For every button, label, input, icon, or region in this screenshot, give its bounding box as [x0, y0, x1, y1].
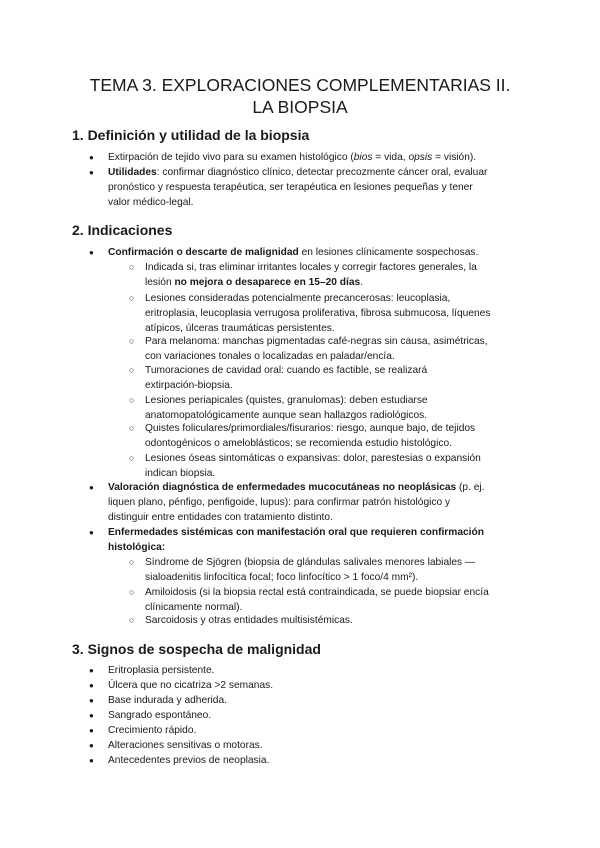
s2-b3-sub-3-line-1: Sarcoidosis y otras entidades multisistémicas. [145, 615, 353, 626]
bullet-dot: ● [89, 168, 94, 177]
s2-sub-2-line-3: atípicos, úlceras traumáticas persistentes. [145, 323, 335, 334]
bullet-dot: ● [89, 696, 94, 705]
s2-b3-sub-1-line-1: Síndrome de Sjögren (biopsia de glándulas salivales menores labiales — [145, 557, 476, 568]
s2-sub-4-line-1: Tumoraciones de cavidad oral: cuando es factible, se realizará [145, 365, 428, 376]
s2-bullet-1: Confirmación o descarte de malignidad en lesiones clínicamente sospechosas. [108, 247, 479, 258]
bullet-dot: ● [89, 528, 94, 537]
sub-bullet-circle: ○ [129, 557, 135, 567]
document-title [60, 74, 540, 118]
s2-sub-5-line-2: anatomopatológicamente aunque sean hallazgos radiológicos. [145, 410, 428, 421]
s3-item: Sangrado espontáneo. [108, 710, 212, 721]
bullet-dot: ● [89, 681, 94, 690]
sub-bullet-circle: ○ [129, 293, 135, 303]
sub-bullet-circle: ○ [129, 453, 135, 463]
s1-bullet-2: Utilidades: confirmar diagnóstico clínico, detectar precozmente cáncer oral, evaluar [108, 167, 488, 178]
bullet-dot: ● [89, 756, 94, 765]
title-line-2: LA BIOPSIA [252, 97, 348, 117]
s2-bullet-2-line-2: liquen plano, pénfigo, penfigoide, lupus): para confirmar patrón histológico y [108, 497, 451, 508]
s2-bullet-3: Enfermedades sistémicas con manifestación oral que requieren confirmación [108, 527, 484, 538]
s3-item: Úlcera que no cicatriza >2 semanas. [108, 680, 274, 691]
s2-sub-6-line-1: Quistes foliculares/primordiales/fisurarios: riesgo, aunque bajo, de tejidos [145, 423, 476, 434]
s2-sub-2-line-1: Lesiones consideradas potencialmente precancerosas: leucoplasia, [145, 293, 451, 304]
section-3-heading: 3. Signos de sospecha de malignidad [72, 641, 321, 657]
s2-sub-7-line-2: indican biopsia. [145, 468, 216, 479]
bullet-dot: ● [89, 248, 94, 257]
s2-sub-1-line-2: lesión no mejora o desaparece en 15–20 días. [145, 277, 364, 288]
s2-b3-sub-1-line-2: sialoadenitis linfocítica focal; foco linfocítico > 1 foco/4 mm²). [145, 572, 419, 583]
s2-sub-7-line-1: Lesiones óseas sintomáticas o expansivas: dolor, parestesias o expansión [145, 453, 481, 464]
section-1-heading: 1. Definición y utilidad de la biopsia [72, 127, 310, 143]
section-2-heading: 2. Indicaciones [72, 222, 173, 238]
sub-bullet-circle: ○ [129, 262, 135, 272]
s2-b3-sub-2-line-1: Amiloidosis (si la biopsia rectal está contraindicada, se puede biopsiar encía [145, 587, 489, 598]
bullet-dot: ● [89, 726, 94, 735]
s3-item: Alteraciones sensitivas o motoras. [108, 740, 263, 751]
bullet-dot: ● [89, 741, 94, 750]
sub-bullet-circle: ○ [129, 336, 135, 346]
sub-bullet-circle: ○ [129, 615, 135, 625]
sub-bullet-circle: ○ [129, 587, 135, 597]
s2-bullet-2-line-3: distinguir entre entidades con tratamiento distinto. [108, 512, 333, 523]
s1-bullet-2-line-3: valor médico-legal. [108, 197, 194, 208]
s2-sub-2-line-2: eritroplasia, leucoplasia verrugosa proliferativa, fibrosa submucosa, líquenes [145, 308, 491, 319]
s2-sub-6-line-2: odontogénicos o ameloblásticos; se recomienda estudio histológico. [145, 438, 452, 449]
s2-sub-3-line-2: con variaciones tonales o localizadas en paladar/encía. [145, 351, 395, 362]
title-line-1: TEMA 3. EXPLORACIONES COMPLEMENTARIAS II. [89, 75, 511, 95]
s3-item: Crecimiento rápido. [108, 725, 197, 736]
s2-sub-5-line-1: Lesiones periapicales (quistes, granulomas): deben estudiarse [145, 395, 428, 406]
s3-item: Eritroplasia persistente. [108, 665, 215, 676]
bullet-dot: ● [89, 666, 94, 675]
s2-bullet-3-line-2: histológica: [108, 542, 166, 553]
s2-b3-sub-2-line-2: clínicamente normal). [145, 602, 243, 613]
sub-bullet-circle: ○ [129, 365, 135, 375]
s2-sub-4-line-2: extirpación-biopsia. [145, 380, 233, 391]
s2-sub-3-line-1: Para melanoma: manchas pigmentadas café-negras sin causa, asimétricas, [145, 336, 488, 347]
s1-bullet-1: Extirpación de tejido vivo para su examen histológico (bios = vida, opsis = visión). [108, 152, 477, 163]
s3-item: Antecedentes previos de neoplasia. [108, 755, 270, 766]
bullet-dot: ● [89, 483, 94, 492]
s2-sub-1-line-1: Indicada si, tras eliminar irritantes locales y corregir factores generales, la [145, 262, 477, 273]
bullet-dot: ● [89, 153, 94, 162]
s3-item: Base indurada y adherida. [108, 695, 227, 706]
sub-bullet-circle: ○ [129, 395, 135, 405]
s2-bullet-2: Valoración diagnóstica de enfermedades mucocutáneas no neoplásicas (p. ej. [108, 482, 485, 493]
s1-bullet-2-line-2: pronóstico y respuesta terapéutica, ser terapéutica en lesiones pequeñas y tener [108, 182, 473, 193]
sub-bullet-circle: ○ [129, 423, 135, 433]
bullet-dot: ● [89, 711, 94, 720]
